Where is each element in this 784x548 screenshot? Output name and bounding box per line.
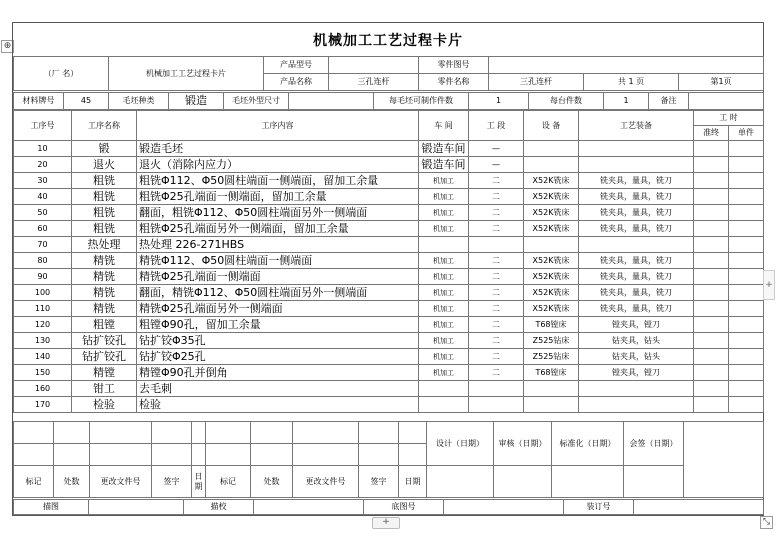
equipment-cell[interactable]: X52K铣床 <box>524 221 579 237</box>
add-row-button[interactable]: + <box>372 517 400 529</box>
part-no-label: 零件图号 <box>419 57 489 74</box>
sig-blank[interactable] <box>684 422 764 498</box>
op-content-cell[interactable]: 粗铣Φ112、Φ50圆柱端面一侧端面，留加工余量 <box>137 173 419 189</box>
unit-time-cell[interactable] <box>729 333 764 349</box>
blank-type-label: 毛坯种类 <box>109 93 169 110</box>
sig-cell[interactable] <box>399 422 427 444</box>
op-name-cell[interactable]: 粗铣 <box>72 221 137 237</box>
op-no-cell[interactable]: 100 <box>14 285 72 301</box>
unit-time-cell[interactable] <box>729 141 764 157</box>
op-name-cell[interactable]: 精镗 <box>72 365 137 381</box>
table-row[interactable] <box>14 285 764 301</box>
section-cell[interactable]: 二 <box>469 301 524 317</box>
col-op-content: 工序内容 <box>137 111 419 141</box>
op-content-cell[interactable]: 粗铣Φ25孔端面另外一侧端面，留加工余量 <box>137 221 419 237</box>
unit-time-cell[interactable] <box>729 189 764 205</box>
base-no-label: 底图号 <box>364 500 444 515</box>
table-row[interactable] <box>14 141 764 157</box>
sig-cell[interactable] <box>54 444 90 466</box>
workshop-cell[interactable]: 机加工 <box>419 317 469 333</box>
workshop-cell[interactable] <box>419 381 469 397</box>
per-unit-label: 每台件数 <box>529 93 604 110</box>
op-content-cell[interactable]: 精铣Φ25孔端面另外一侧端面 <box>137 301 419 317</box>
sig-cell[interactable] <box>152 444 192 466</box>
workshop-cell[interactable]: 锻造车间 <box>419 157 469 173</box>
material-no-label: 材料牌号 <box>14 93 64 110</box>
prep-time-cell[interactable] <box>694 173 729 189</box>
tooling-cell[interactable]: 镗夹具，镗刀 <box>579 365 694 381</box>
material-no-value[interactable]: 45 <box>64 93 109 110</box>
sig-cell[interactable] <box>206 422 251 444</box>
prep-time-cell[interactable] <box>694 285 729 301</box>
section-cell[interactable]: 二 <box>469 349 524 365</box>
card-name: 机械加工工艺过程卡片 <box>109 57 264 91</box>
unit-time-cell[interactable] <box>729 301 764 317</box>
unit-time-cell[interactable] <box>729 365 764 381</box>
workshop-cell[interactable] <box>419 397 469 413</box>
factory-name: （厂 名） <box>14 57 109 91</box>
op-name-cell[interactable]: 粗镗 <box>72 317 137 333</box>
equipment-cell[interactable]: T68镗床 <box>524 317 579 333</box>
unit-time-cell[interactable] <box>729 221 764 237</box>
equipment-cell[interactable]: X52K铣床 <box>524 301 579 317</box>
op-no-cell[interactable]: 30 <box>14 173 72 189</box>
sig-cell[interactable] <box>552 466 624 498</box>
op-no-cell[interactable]: 160 <box>14 381 72 397</box>
workshop-cell[interactable]: 机加工 <box>419 269 469 285</box>
signoff-table <box>13 421 764 498</box>
sig-cell[interactable] <box>54 422 90 444</box>
sig-cell[interactable] <box>359 444 399 466</box>
prep-time-cell[interactable] <box>694 253 729 269</box>
op-no-cell[interactable]: 40 <box>14 189 72 205</box>
prep-time-cell[interactable] <box>694 365 729 381</box>
add-column-button[interactable]: + <box>763 270 775 300</box>
table-move-handle[interactable]: ⊕ <box>1 40 14 53</box>
unit-time-cell[interactable] <box>729 349 764 365</box>
unit-time-cell[interactable] <box>729 253 764 269</box>
tooling-cell[interactable]: 铣夹具，量具，铣刀 <box>579 285 694 301</box>
part-name-value[interactable]: 三孔连杆 <box>489 74 584 91</box>
equipment-cell[interactable]: X52K铣床 <box>524 189 579 205</box>
op-content-cell[interactable]: 粗铣Φ25孔端面一侧端面，留加工余量 <box>137 189 419 205</box>
col-unit-time: 单件 <box>729 126 764 141</box>
per-blank-value[interactable]: 1 <box>469 93 529 110</box>
section-cell[interactable]: 二 <box>469 173 524 189</box>
design-date-label: 设计（日期） <box>427 422 494 466</box>
op-name-cell[interactable]: 精铣 <box>72 301 137 317</box>
sig-cell[interactable] <box>427 466 494 498</box>
table-row[interactable] <box>14 221 764 237</box>
count-label: 处数 <box>54 466 90 498</box>
op-content-cell[interactable]: 精镗Φ90孔并倒角 <box>137 365 419 381</box>
workshop-cell[interactable]: 机加工 <box>419 349 469 365</box>
op-no-cell[interactable]: 80 <box>14 253 72 269</box>
equipment-cell[interactable] <box>524 141 579 157</box>
tooling-cell[interactable] <box>579 381 694 397</box>
op-content-cell[interactable]: 翻面，粗铣Φ112、Φ50圆柱端面另外一侧端面 <box>137 205 419 221</box>
op-name-cell[interactable]: 粗铣 <box>72 205 137 221</box>
process-table <box>13 110 764 413</box>
product-name-label: 产品名称 <box>264 74 329 91</box>
per-blank-label: 每毛坯可制作件数 <box>374 93 469 110</box>
part-name-label: 零件名称 <box>419 74 489 91</box>
op-name-cell[interactable]: 精铣 <box>72 269 137 285</box>
workshop-cell[interactable]: 机加工 <box>419 205 469 221</box>
tooling-cell[interactable]: 镗夹具，镗刀 <box>579 317 694 333</box>
sig-cell[interactable] <box>192 444 206 466</box>
sig-cell[interactable] <box>90 444 152 466</box>
change-doc-label: 更改文件号 <box>90 466 152 498</box>
section-cell[interactable]: 二 <box>469 333 524 349</box>
op-no-cell[interactable]: 90 <box>14 269 72 285</box>
part-no-value[interactable] <box>489 57 764 74</box>
prep-time-cell[interactable] <box>694 397 729 413</box>
col-workshop: 车 间 <box>419 111 469 141</box>
table-row[interactable] <box>14 173 764 189</box>
sig-cell[interactable] <box>494 466 552 498</box>
date-label-vertical: 日 期 <box>192 466 206 498</box>
sig-cell[interactable] <box>251 444 293 466</box>
section-cell[interactable] <box>469 237 524 253</box>
unit-time-cell[interactable] <box>729 157 764 173</box>
tooling-cell[interactable] <box>579 141 694 157</box>
sig-cell[interactable] <box>399 444 427 466</box>
workshop-cell[interactable]: 锻造车间 <box>419 141 469 157</box>
table-row[interactable] <box>14 397 764 413</box>
prep-time-cell[interactable] <box>694 141 729 157</box>
section-cell[interactable]: 二 <box>469 317 524 333</box>
sig-cell[interactable] <box>14 422 54 444</box>
op-no-cell[interactable]: 20 <box>14 157 72 173</box>
op-name-cell[interactable]: 检验 <box>72 397 137 413</box>
base-no-value[interactable] <box>444 500 564 515</box>
workshop-cell[interactable]: 机加工 <box>419 253 469 269</box>
op-name-cell[interactable]: 钻扩铰孔 <box>72 333 137 349</box>
op-content-cell[interactable]: 精铣Φ25孔端面一侧端面 <box>137 269 419 285</box>
sig-cell[interactable] <box>14 444 54 466</box>
check-label: 描校 <box>184 500 254 515</box>
blank-size-value[interactable] <box>289 93 374 110</box>
sig-cell[interactable] <box>152 422 192 444</box>
table-row[interactable] <box>14 253 764 269</box>
op-name-cell[interactable]: 粗铣 <box>72 173 137 189</box>
prep-time-cell[interactable] <box>694 333 729 349</box>
remark-label: 备注 <box>649 93 689 110</box>
material-table <box>13 92 764 110</box>
col-tooling: 工艺装备 <box>579 111 694 141</box>
tooling-cell[interactable] <box>579 157 694 173</box>
process-card <box>12 22 764 516</box>
workshop-cell[interactable]: 机加工 <box>419 221 469 237</box>
col-op-name: 工序名称 <box>72 111 137 141</box>
tooling-cell[interactable]: 铣夹具，量具，铣刀 <box>579 221 694 237</box>
equipment-cell[interactable]: Z525钻床 <box>524 349 579 365</box>
unit-time-cell[interactable] <box>729 237 764 253</box>
mark-label-2: 标记 <box>206 466 251 498</box>
section-cell[interactable]: 二 <box>469 365 524 381</box>
unit-time-cell[interactable] <box>729 173 764 189</box>
sig-cell[interactable] <box>293 422 359 444</box>
col-op-no: 工序号 <box>14 111 72 141</box>
op-no-cell[interactable]: 110 <box>14 301 72 317</box>
workshop-cell[interactable]: 机加工 <box>419 285 469 301</box>
sig-cell[interactable] <box>293 444 359 466</box>
table-resize-handle[interactable]: ⤡ <box>760 516 773 529</box>
sign-label: 签字 <box>152 466 192 498</box>
section-cell[interactable]: 二 <box>469 189 524 205</box>
op-no-cell[interactable]: 120 <box>14 317 72 333</box>
total-pages[interactable]: 共 1 页 <box>584 74 679 91</box>
col-equipment: 设 备 <box>524 111 579 141</box>
equipment-cell[interactable]: Z525钻床 <box>524 333 579 349</box>
check-value[interactable] <box>254 500 364 515</box>
product-model-value[interactable] <box>329 57 419 74</box>
tooling-cell[interactable]: 铣夹具，量具，铣刀 <box>579 205 694 221</box>
section-cell[interactable]: 二 <box>469 205 524 221</box>
op-content-cell[interactable]: 锻造毛坯 <box>137 141 419 157</box>
equipment-cell[interactable]: X52K铣床 <box>524 205 579 221</box>
op-no-cell[interactable]: 10 <box>14 141 72 157</box>
op-content-cell[interactable]: 去毛刺 <box>137 381 419 397</box>
equipment-cell[interactable]: X52K铣床 <box>524 285 579 301</box>
sig-cell[interactable] <box>359 422 399 444</box>
table-row[interactable] <box>14 269 764 285</box>
equipment-cell[interactable] <box>524 157 579 173</box>
table-row[interactable] <box>14 301 764 317</box>
equipment-cell[interactable] <box>524 237 579 253</box>
mark-label: 标记 <box>14 466 54 498</box>
tooling-cell[interactable]: 铣夹具，量具，铣刀 <box>579 301 694 317</box>
op-content-cell[interactable]: 钻扩铰Φ25孔 <box>137 349 419 365</box>
tooling-cell[interactable]: 钻夹具，钻头 <box>579 333 694 349</box>
bind-no-value[interactable] <box>634 500 764 515</box>
equipment-cell[interactable] <box>524 381 579 397</box>
tooling-cell[interactable]: 铣夹具，量具，铣刀 <box>579 189 694 205</box>
sig-cell[interactable] <box>192 422 206 444</box>
op-name-cell[interactable]: 粗铣 <box>72 189 137 205</box>
section-cell[interactable]: 二 <box>469 221 524 237</box>
change-doc-label-2: 更改文件号 <box>293 466 359 498</box>
op-no-cell[interactable]: 170 <box>14 397 72 413</box>
sig-cell[interactable] <box>251 422 293 444</box>
card-title: 机械加工工艺过程卡片 <box>313 33 463 49</box>
tooling-cell[interactable]: 钻夹具，钻头 <box>579 349 694 365</box>
unit-time-cell[interactable] <box>729 381 764 397</box>
workshop-cell[interactable]: 机加工 <box>419 173 469 189</box>
workshop-cell[interactable] <box>419 237 469 253</box>
table-row[interactable] <box>14 365 764 381</box>
prep-time-cell[interactable] <box>694 381 729 397</box>
section-cell[interactable]: 二 <box>469 269 524 285</box>
section-cell[interactable]: — <box>469 157 524 173</box>
sign-label-2: 签字 <box>359 466 399 498</box>
product-model-label: 产品型号 <box>264 57 329 74</box>
equipment-cell[interactable] <box>524 397 579 413</box>
op-name-cell[interactable]: 精铣 <box>72 253 137 269</box>
op-name-cell[interactable]: 退火 <box>72 157 137 173</box>
unit-time-cell[interactable] <box>729 397 764 413</box>
table-row[interactable] <box>14 349 764 365</box>
tooling-cell[interactable]: 铣夹具，量具，铣刀 <box>579 269 694 285</box>
section-cell[interactable] <box>469 381 524 397</box>
col-section: 工 段 <box>469 111 524 141</box>
unit-time-cell[interactable] <box>729 317 764 333</box>
table-row[interactable] <box>14 237 764 253</box>
op-content-cell[interactable]: 退火（消除内应力） <box>137 157 419 173</box>
standard-date-label: 标准化（日期） <box>552 422 624 466</box>
prep-time-cell[interactable] <box>694 221 729 237</box>
op-name-cell[interactable]: 精铣 <box>72 285 137 301</box>
op-no-cell[interactable]: 70 <box>14 237 72 253</box>
equipment-cell[interactable]: X52K铣床 <box>524 173 579 189</box>
table-row[interactable] <box>14 205 764 221</box>
workshop-cell[interactable]: 机加工 <box>419 365 469 381</box>
col-time: 工 时 <box>694 111 764 126</box>
section-cell[interactable]: 二 <box>469 253 524 269</box>
equipment-cell[interactable]: T68镗床 <box>524 365 579 381</box>
unit-time-cell[interactable] <box>729 205 764 221</box>
review-date-label: 审核（日期） <box>494 422 552 466</box>
unit-time-cell[interactable] <box>729 269 764 285</box>
prep-time-cell[interactable] <box>694 189 729 205</box>
section-cell[interactable]: — <box>469 141 524 157</box>
op-content-cell[interactable]: 粗镗Φ90孔，留加工余量 <box>137 317 419 333</box>
product-name-value[interactable]: 三孔连杆 <box>329 74 419 91</box>
per-unit-value[interactable]: 1 <box>604 93 649 110</box>
countersign-date-label: 会签（日期） <box>624 422 684 466</box>
prep-time-cell[interactable] <box>694 157 729 173</box>
op-name-cell[interactable]: 锻 <box>72 141 137 157</box>
prep-time-cell[interactable] <box>694 205 729 221</box>
sig-cell[interactable] <box>206 444 251 466</box>
workshop-cell[interactable]: 机加工 <box>419 189 469 205</box>
date-label-2: 日期 <box>399 466 427 498</box>
trace-label: 描图 <box>14 500 89 515</box>
op-content-cell[interactable]: 检验 <box>137 397 419 413</box>
op-content-cell[interactable]: 热处理 226-271HBS <box>137 237 419 253</box>
bind-no-label: 装订号 <box>564 500 634 515</box>
op-no-cell[interactable]: 50 <box>14 205 72 221</box>
prep-time-cell[interactable] <box>694 317 729 333</box>
equipment-cell[interactable]: X52K铣床 <box>524 269 579 285</box>
prep-time-cell[interactable] <box>694 301 729 317</box>
tooling-cell[interactable]: 铣夹具，量具，铣刀 <box>579 253 694 269</box>
count-label-2: 处数 <box>251 466 293 498</box>
blank-size-label: 毛坯外型尺寸 <box>224 93 289 110</box>
prep-time-cell[interactable] <box>694 269 729 285</box>
equipment-cell[interactable]: X52K铣床 <box>524 253 579 269</box>
op-content-cell[interactable]: 翻面，精铣Φ112、Φ50圆柱端面另外一侧端面 <box>137 285 419 301</box>
op-no-cell[interactable]: 150 <box>14 365 72 381</box>
op-name-cell[interactable]: 热处理 <box>72 237 137 253</box>
trace-value[interactable] <box>89 500 184 515</box>
prep-time-cell[interactable] <box>694 349 729 365</box>
tooling-cell[interactable] <box>579 397 694 413</box>
op-content-cell[interactable]: 精铣Φ112、Φ50圆柱端面一侧端面 <box>137 253 419 269</box>
workshop-cell[interactable]: 机加工 <box>419 333 469 349</box>
table-row[interactable] <box>14 157 764 173</box>
op-name-cell[interactable]: 钻扩铰孔 <box>72 349 137 365</box>
op-no-cell[interactable]: 130 <box>14 333 72 349</box>
page-number[interactable]: 第1页 <box>679 74 764 91</box>
footer-table <box>13 499 764 515</box>
remark-value[interactable] <box>689 93 764 110</box>
op-content-cell[interactable]: 钻扩铰Φ35孔 <box>137 333 419 349</box>
section-cell[interactable] <box>469 397 524 413</box>
op-name-cell[interactable]: 钳工 <box>72 381 137 397</box>
op-no-cell[interactable]: 140 <box>14 349 72 365</box>
table-row[interactable] <box>14 381 764 397</box>
sig-cell[interactable] <box>90 422 152 444</box>
sig-cell[interactable] <box>624 466 684 498</box>
col-prep-time: 准终 <box>694 126 729 141</box>
blank-type-value[interactable]: 锻造 <box>169 93 224 110</box>
tooling-cell[interactable]: 铣夹具，量具，铣刀 <box>579 173 694 189</box>
workshop-cell[interactable]: 机加工 <box>419 301 469 317</box>
header-table <box>13 56 764 91</box>
table-row[interactable] <box>14 189 764 205</box>
tooling-cell[interactable] <box>579 237 694 253</box>
prep-time-cell[interactable] <box>694 237 729 253</box>
process-rows <box>14 141 764 413</box>
section-cell[interactable]: 二 <box>469 285 524 301</box>
unit-time-cell[interactable] <box>729 285 764 301</box>
table-row[interactable] <box>14 317 764 333</box>
op-no-cell[interactable]: 60 <box>14 221 72 237</box>
table-row[interactable] <box>14 333 764 349</box>
